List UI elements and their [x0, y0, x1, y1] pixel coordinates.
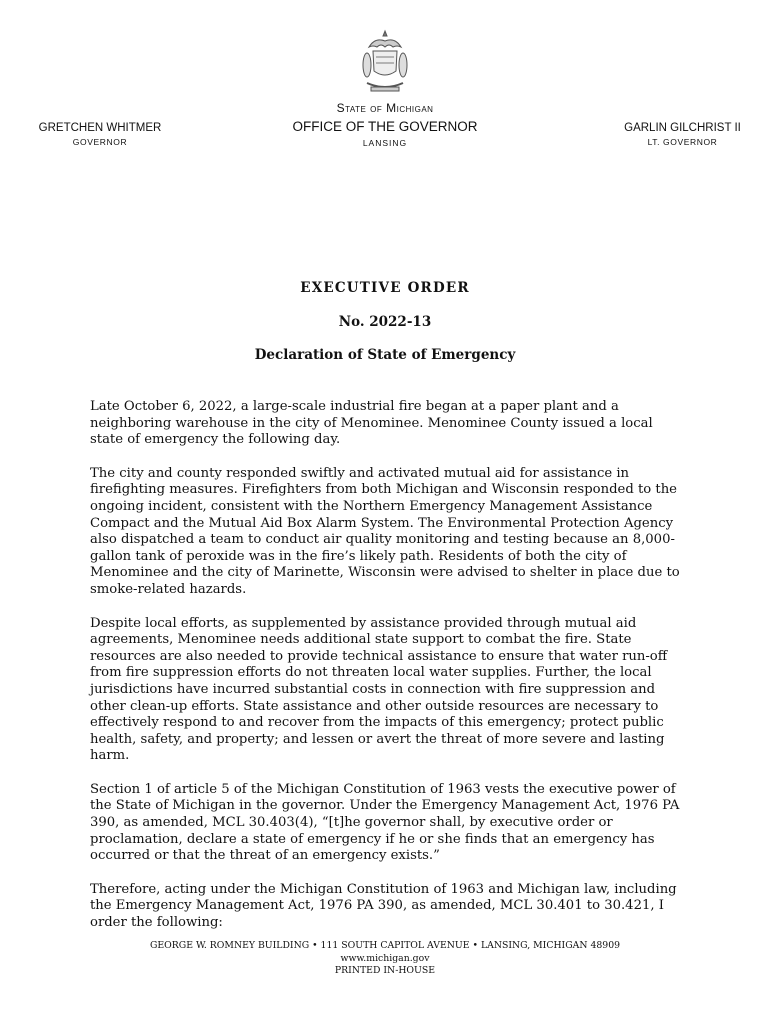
footer-address: GEORGE W. ROMNEY BUILDING • 111 SOUTH CAPITOL AVENUE • LANSING, MICHIGAN 48909: [149, 940, 621, 951]
order-number: No. 2022-13: [338, 314, 432, 330]
page-footer: [0, 940, 770, 978]
footer-printed: PRINTED IN-HOUSE: [334, 965, 436, 976]
governor-title: GOVERNOR: [72, 137, 128, 145]
order-body: [90, 399, 685, 949]
governor-name: GRETCHEN WHITMER: [38, 122, 162, 134]
footer-website: www.michigan.gov: [340, 952, 430, 964]
office-title: OFFICE OF THE GOVERNOR: [292, 119, 478, 134]
body-paragraph: The city and county responded swiftly and activated mutual aid for assistance in firefighting measures. Firefighters from both Michigan and Wisconsin responded to the ongoing incident, consistent with the Northern Emergency Management Assistance Compact and the Mutual Aid Box Alarm System. The Environmental Protection Agency also dispatched a team to conduct air quality monitoring and testing because an 8,000-gallon tank of peroxide was in the fire’s likely path. Residents of both the city of Menominee and the city of Marinette, Wisconsin were advised to shelter in place due to smoke-related hazards.: [90, 465, 680, 597]
body-paragraph: Despite local efforts, as supplemented by assistance provided through mutual aid agreements, Menominee needs additional state support to combat the fire. State resources are also needed to provide technical assistance to ensure that water run-off from fire suppression efforts do not threaten local water supplies. Further, the local jurisdictions have incurred substantial costs in connection with fire suppression and other clean-up efforts. State assistance and other outside resources are necessary to effectively respond to and recover from the impacts of this emergency; protect public health, safety, and property; and lessen or avert the threat of more severe and lasting harm.: [90, 615, 668, 764]
body-paragraph: Late October 6, 2022, a large-scale industrial fire began at a paper plant and a neighboring warehouse in the city of Menominee. Menominee County issued a local state of emergency the following day.: [90, 399, 653, 448]
lt-governor-title: LT. GOVERNOR: [647, 137, 718, 145]
order-subject: Declaration of State of Emergency: [254, 347, 516, 363]
state-name: State of Michigan: [336, 101, 434, 115]
body-paragraph: Section 1 of article 5 of the Michigan Constitution of 1963 vests the executive power of the State of Michigan in the governor. Under the Emergency Management Act, 1976 PA 390, as amended, MCL 30.403(4), “[t]he governor shall, by executive order or proclamation, declare a state of emergency if he or she finds that an emergency has occurred or that the threat of an emergency exists.”: [90, 781, 680, 864]
lt-governor-name: GARLIN GILCHRIST II: [624, 122, 741, 134]
state-seal-icon: [359, 27, 411, 97]
body-paragraph: Therefore, acting under the Michigan Constitution of 1963 and Michigan law, including the Emergency Management Act, 1976 PA 390, as amended, MCL 30.401 to 30.421, I order the following:: [90, 881, 677, 931]
document-heading: EXECUTIVE ORDER: [300, 280, 470, 296]
office-city: LANSING: [362, 138, 408, 147]
